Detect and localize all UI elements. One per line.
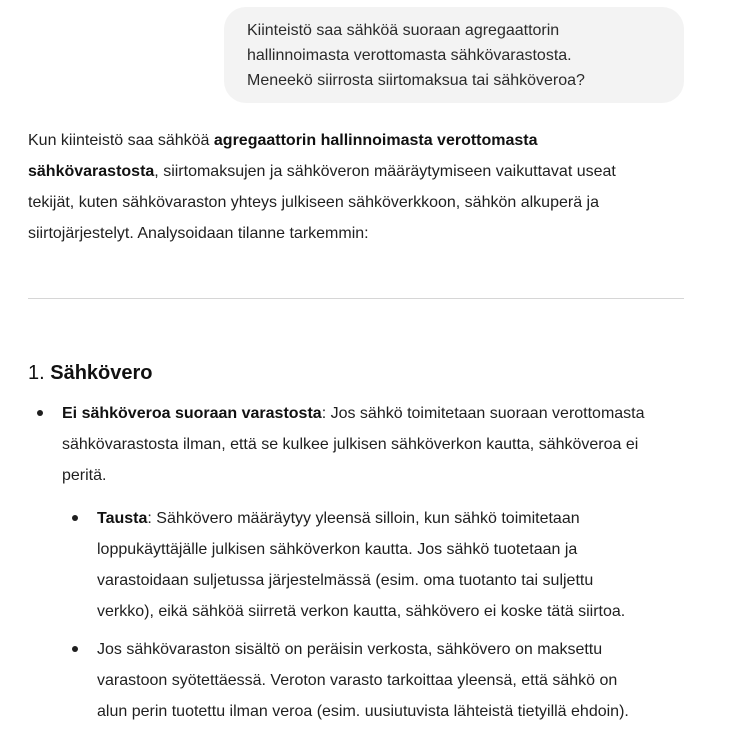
list-item-bold-text: Ei sähköveroa suoraan varastosta [62,405,322,422]
list-item [62,398,645,491]
intro-line: siirtojärjestelyt. Analysoidaan tilanne tarkemmin: [28,225,369,242]
user-message-line: Meneekö siirrosta siirtomaksua tai sähköveroa? [247,72,585,89]
list-item-line: peritä. [62,467,107,484]
section-title: Sähkövero [50,362,153,384]
assistant-intro-paragraph [28,125,688,249]
list-item-line: loppukäyttäjälle julkisen sähköverkon kautta. Jos sähkö tuotetaan ja [97,541,578,558]
bullet-dot-icon [72,515,78,521]
list-item-bold-text: Tausta [97,510,148,527]
list-item-line: Jos sähkövaraston sisältö on peräisin verkosta, sähkövero on maksettu [97,641,603,658]
list-item-line: sähkövarastosta ilman, että se kulkee julkisen sähköverkon kautta, sähköveroa ei [62,436,639,453]
bullet-dot-icon [72,646,78,652]
horizontal-divider [28,298,684,299]
user-message-line: hallinnoimasta verottomasta sähkövarastosta. [247,47,572,64]
intro-text: , siirtomaksujen ja sähköveron määräytymiseen vaikuttavat useat [154,163,616,180]
list-item-line: alun perin tuotettu ilman veroa (esim. uusiutuvista lähteistä tietyillä ehdoin). [97,703,629,720]
list-item-line: verkko), eikä sähköä siirretä verkon kautta, sähkövero ei koske tätä siirtoa. [97,603,626,620]
list-item-text: : Jos sähkö toimitetaan suoraan verottomasta [321,405,645,422]
intro-line [28,125,688,156]
list-item-text: : Sähkövero määräytyy yleensä silloin, kun sähkö toimitetaan [147,510,580,527]
nested-list-item [97,503,625,627]
list-item-line [97,503,625,534]
list-item-line: varastoon syötettäessä. Veroton varasto tarkoittaa yleensä, että sähkö on [97,672,618,689]
nested-list-item [97,634,629,727]
intro-line [28,156,688,187]
section-number: 1. [28,362,45,384]
bullet-dot-icon [37,410,43,416]
list-item-line: varastoidaan suljetussa järjestelmässä (esim. oma tuotanto tai suljettu [97,572,594,589]
list-item-line [62,398,645,429]
intro-bold-text: agregaattorin hallinnoimasta verottomasta [213,132,538,149]
intro-text: Kun kiinteistö saa sähköä [28,132,214,149]
user-message-line: Kiinteistö saa sähköä suoraan agregaattorin [247,22,560,39]
section-heading-sahkovero [28,358,153,388]
user-message-bubble [224,7,684,103]
intro-bold-text: sähkövarastosta [28,163,155,180]
intro-line: tekijät, kuten sähkövaraston yhteys julkiseen sähköverkkoon, sähkön alkuperä ja [28,194,599,211]
